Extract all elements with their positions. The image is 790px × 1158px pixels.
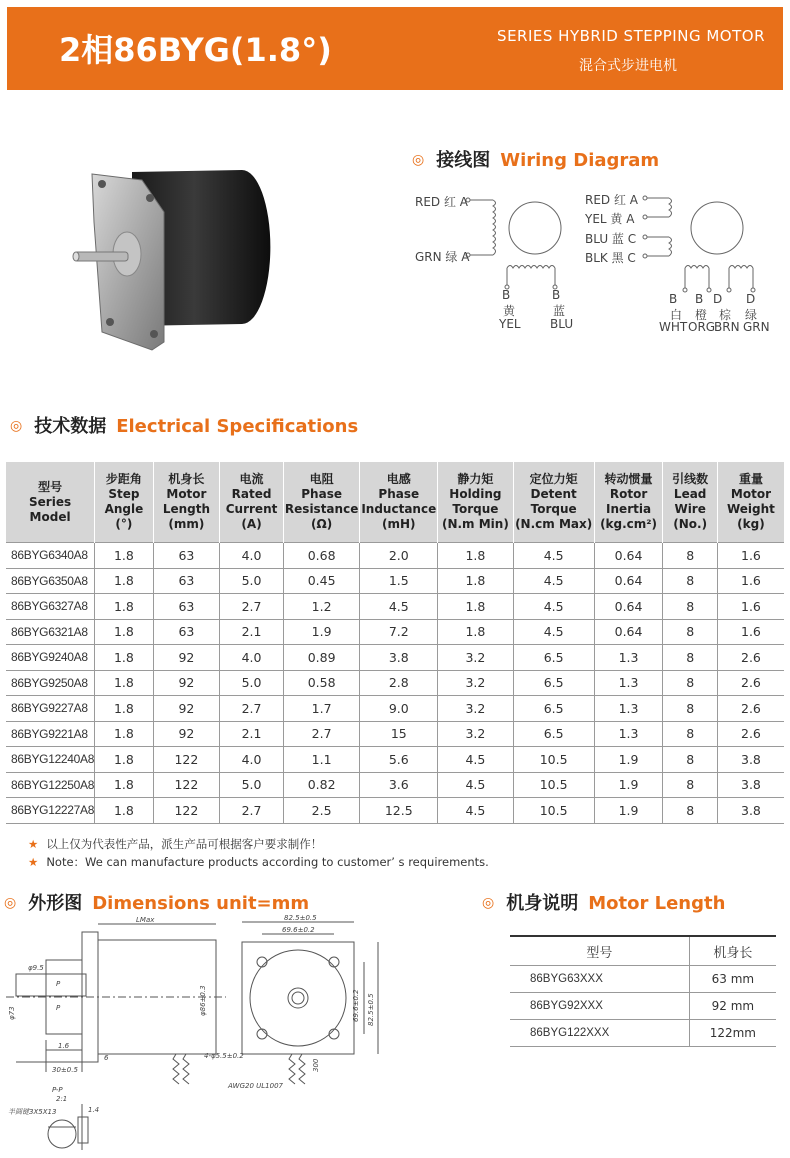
cell-model: 86BYG6321A8 — [6, 619, 95, 645]
table-cell: 4.5 — [513, 568, 594, 594]
table-cell: 2.1 — [220, 721, 284, 747]
table-cell: 1.9 — [594, 747, 663, 773]
notes — [28, 835, 489, 871]
table-row — [6, 772, 784, 798]
table-row — [6, 619, 784, 645]
table-cell: 1.3 — [594, 670, 663, 696]
table-cell: 15 — [360, 721, 438, 747]
wire-right-blu: BLU 蓝 C — [585, 232, 637, 246]
table-cell: 0.45 — [283, 568, 359, 594]
table-cell: 122 — [153, 772, 220, 798]
table-cell: 6.5 — [513, 721, 594, 747]
wire-right-b-bar: B — [695, 292, 704, 306]
table-cell: 1.3 — [594, 645, 663, 671]
table-cell: 5.0 — [220, 772, 284, 798]
dim-l6: 6 — [104, 1054, 109, 1062]
wire-right-cn-2: 棕 — [719, 308, 732, 322]
table-cell: 1.9 — [594, 772, 663, 798]
bullet-icon: ◎ — [412, 152, 425, 168]
wire-right-b: B — [669, 292, 678, 306]
col-header: 电阻 Phase Resistance (Ω) — [283, 462, 359, 543]
dim-p-bottom: P — [56, 1004, 61, 1012]
table-cell: 2.7 — [220, 798, 284, 824]
wire-red-label: RED 红 A — [415, 195, 468, 209]
wiring-title — [412, 146, 659, 172]
table-cell: 0.64 — [594, 568, 663, 594]
table-cell: 4.5 — [513, 594, 594, 620]
wire-right-en-1: ORG — [688, 320, 716, 334]
table-cell: 3.2 — [438, 670, 513, 696]
dim-d4: 82.5±0.5 — [367, 993, 375, 1026]
dim-d3: 69.6±0.2 — [352, 989, 360, 1022]
table-cell: 4.5 — [438, 772, 513, 798]
col-header: 定位力矩 Detent Torque (N.cm Max) — [513, 462, 594, 543]
series-title-en: SERIES HYBRID STEPPING MOTOR — [497, 27, 765, 45]
dim-pp: P-P — [52, 1086, 63, 1094]
wiring-title-en: Wiring Diagram — [500, 150, 660, 171]
table-cell: 2.0 — [360, 543, 438, 569]
table-cell: 3.8 — [717, 772, 784, 798]
page-title: 2相86BYG(1.8°) — [59, 31, 332, 69]
table-cell: 63 — [153, 543, 220, 569]
table-cell: 4.0 — [220, 645, 284, 671]
col-header: 步距角 Step Angle (°) — [95, 462, 154, 543]
table-cell: 3.8 — [717, 747, 784, 773]
dim-body: φ86±0.3 — [199, 985, 207, 1016]
table-cell: 6.5 — [513, 645, 594, 671]
star-icon: ★ — [28, 837, 39, 851]
cell-model: 86BYG12227A8 — [6, 798, 95, 824]
table-cell: 8 — [663, 747, 717, 773]
table-cell: 8 — [663, 619, 717, 645]
bullet-icon: ◎ — [4, 895, 17, 911]
cell-model: 86BYG63XXX — [510, 966, 689, 993]
table-row — [6, 696, 784, 722]
table-cell: 2.1 — [220, 619, 284, 645]
table-cell: 10.5 — [513, 747, 594, 773]
table-cell: 7.2 — [360, 619, 438, 645]
wire-yel-cn: 黄 — [503, 304, 516, 318]
table-cell: 2.6 — [717, 696, 784, 722]
cell-length: 92 mm — [689, 993, 776, 1020]
table-row — [6, 721, 784, 747]
motor-length-title-cn: 机身说明 — [506, 893, 579, 914]
table-cell: 9.0 — [360, 696, 438, 722]
wire-right-red: RED 红 A — [585, 193, 638, 207]
col-header: 引线数 Lead Wire (No.) — [663, 462, 717, 543]
table-cell: 0.82 — [283, 772, 359, 798]
wire-right-en-0: WHT — [659, 320, 688, 334]
wiring-title-cn: 接线图 — [436, 150, 491, 171]
wire-right-cn-0: 白 — [670, 308, 683, 322]
table-cell: 0.64 — [594, 594, 663, 620]
table-cell: 6.5 — [513, 670, 594, 696]
table-cell: 3.8 — [717, 798, 784, 824]
table-cell: 5.6 — [360, 747, 438, 773]
dim-wire: AWG20 UL1007 — [228, 1082, 283, 1090]
note-cn: ★ 以上仅为代表性产品，派生产品可根据客户要求制作！ — [28, 837, 323, 851]
table-cell: 92 — [153, 670, 220, 696]
col-header: 型号 Series Model — [6, 462, 95, 543]
motor-length-title — [482, 889, 725, 915]
table-cell: 1.9 — [594, 798, 663, 824]
table-cell: 3.2 — [438, 696, 513, 722]
table-cell: 4.0 — [220, 747, 284, 773]
table-cell: 2.6 — [717, 670, 784, 696]
table-cell: 2.8 — [360, 670, 438, 696]
table-cell: 0.58 — [283, 670, 359, 696]
dim-key: 半圆键3X5X13 — [8, 1108, 57, 1116]
table-cell: 8 — [663, 721, 717, 747]
table-cell: 2.5 — [283, 798, 359, 824]
table-cell: 92 — [153, 721, 220, 747]
table-cell: 122 — [153, 747, 220, 773]
table-cell: 4.5 — [513, 619, 594, 645]
wiring-diagram — [405, 180, 780, 340]
wire-right-d-bar: D — [746, 292, 756, 306]
table-cell: 6.5 — [513, 696, 594, 722]
cell-model: 86BYG12240A8 — [6, 747, 95, 773]
table-cell: 1.8 — [438, 543, 513, 569]
cell-model: 86BYG9250A8 — [6, 670, 95, 696]
col-header: 转动惯量 Rotor Inertia (kg.cm²) — [594, 462, 663, 543]
table-cell: 8 — [663, 645, 717, 671]
col-header: 机身长 — [689, 936, 776, 966]
dim-lmax: LMax — [136, 916, 155, 924]
cell-model: 86BYG9227A8 — [6, 696, 95, 722]
table-cell: 1.8 — [438, 568, 513, 594]
table-row — [6, 594, 784, 620]
table-row — [6, 645, 784, 671]
col-header: 电流 Rated Current (A) — [220, 462, 284, 543]
table-cell: 1.8 — [95, 568, 154, 594]
table-cell: 4.5 — [513, 543, 594, 569]
table-cell: 0.68 — [283, 543, 359, 569]
dim-d1: 82.5±0.5 — [284, 914, 317, 922]
cell-model: 86BYG122XXX — [510, 1020, 689, 1047]
bullet-icon: ◎ — [10, 418, 23, 434]
col-header: 机身长 Motor Length (mm) — [153, 462, 220, 543]
table-row — [510, 993, 776, 1020]
table-cell: 10.5 — [513, 798, 594, 824]
table-cell: 8 — [663, 670, 717, 696]
table-cell: 92 — [153, 696, 220, 722]
table-row — [6, 670, 784, 696]
table-cell: 1.6 — [717, 568, 784, 594]
cell-model: 86BYG6327A8 — [6, 594, 95, 620]
specs-table — [6, 462, 784, 824]
table-cell: 1.6 — [717, 543, 784, 569]
col-header: 静力矩 Holding Torque (N.m Min) — [438, 462, 513, 543]
wire-yel-en: YEL — [499, 317, 521, 331]
table-cell: 122 — [153, 798, 220, 824]
table-cell: 3.8 — [360, 645, 438, 671]
dim-holes: 4-φ5.5±0.2 — [204, 1052, 244, 1060]
table-cell: 2.7 — [220, 696, 284, 722]
table-cell: 63 — [153, 568, 220, 594]
table-cell: 0.64 — [594, 543, 663, 569]
table-cell: 8 — [663, 594, 717, 620]
wire-right-cn-1: 橙 — [695, 308, 708, 322]
wire-blu-en: BLU — [550, 317, 574, 331]
table-cell: 63 — [153, 619, 220, 645]
specs-header-row — [6, 462, 784, 543]
table-cell: 0.64 — [594, 619, 663, 645]
dim-boss: φ73 — [8, 1006, 16, 1020]
cell-model: 86BYG12250A8 — [6, 772, 95, 798]
table-row — [6, 747, 784, 773]
dim-ratio: 2:1 — [56, 1095, 68, 1103]
table-cell: 8 — [663, 543, 717, 569]
cell-model: 86BYG6340A8 — [6, 543, 95, 569]
wire-right-cn-3: 绿 — [745, 308, 758, 322]
table-cell: 1.8 — [95, 772, 154, 798]
col-header: 电感 Phase Inductance (mH) — [360, 462, 438, 543]
table-cell: 1.8 — [95, 594, 154, 620]
dim-lead: 300 — [312, 1058, 320, 1072]
specs-body — [6, 543, 784, 824]
table-cell: 1.9 — [283, 619, 359, 645]
wire-right-en-3: GRN — [743, 320, 770, 334]
table-cell: 8 — [663, 696, 717, 722]
table-cell: 2.6 — [717, 645, 784, 671]
specs-title-cn: 技术数据 — [34, 416, 107, 437]
table-cell: 4.5 — [360, 594, 438, 620]
table-cell: 4.0 — [220, 543, 284, 569]
dim-shaft: φ9.5 — [28, 964, 44, 972]
col-header: 重量 Motor Weight (kg) — [717, 462, 784, 543]
table-cell: 1.7 — [283, 696, 359, 722]
table-cell: 0.89 — [283, 645, 359, 671]
table-cell: 1.2 — [283, 594, 359, 620]
table-cell: 8 — [663, 568, 717, 594]
table-cell: 3.6 — [360, 772, 438, 798]
table-row — [510, 1020, 776, 1047]
header-banner — [7, 7, 783, 90]
table-cell: 1.8 — [438, 594, 513, 620]
motor-length-header-row — [510, 936, 776, 966]
table-cell: 1.8 — [95, 645, 154, 671]
table-cell: 1.8 — [95, 747, 154, 773]
table-cell: 92 — [153, 645, 220, 671]
dimensions-title-cn: 外形图 — [28, 893, 83, 914]
table-cell: 1.8 — [95, 619, 154, 645]
table-cell: 1.8 — [95, 696, 154, 722]
cell-model: 86BYG6350A8 — [6, 568, 95, 594]
table-cell: 10.5 — [513, 772, 594, 798]
table-row — [6, 543, 784, 569]
series-title-cn: 混合式步进电机 — [579, 58, 677, 74]
table-cell: 8 — [663, 772, 717, 798]
motor-length-table — [510, 935, 776, 1047]
wire-right-yel: YEL 黄 A — [585, 212, 635, 226]
table-cell: 1.1 — [283, 747, 359, 773]
motor-photo — [72, 162, 282, 352]
dim-d2: 69.6±0.2 — [282, 926, 315, 934]
dimensions-title-en: Dimensions unit=mm — [92, 893, 310, 914]
dim-l16: 1.6 — [58, 1042, 70, 1050]
wire-right-blk: BLK 黑 C — [585, 251, 636, 265]
cell-model: 86BYG9221A8 — [6, 721, 95, 747]
dim-k14: 1.4 — [88, 1106, 100, 1114]
note-en: ★ Note：We can manufacture products according to customer’ s requirements. — [28, 855, 489, 869]
table-cell: 12.5 — [360, 798, 438, 824]
wire-right-en-2: BRN — [714, 320, 740, 334]
table-cell: 1.8 — [95, 543, 154, 569]
cell-model: 86BYG9240A8 — [6, 645, 95, 671]
table-cell: 2.6 — [717, 721, 784, 747]
cell-model: 86BYG92XXX — [510, 993, 689, 1020]
dim-p-top: P — [56, 980, 61, 988]
table-cell: 1.6 — [717, 594, 784, 620]
table-cell: 63 — [153, 594, 220, 620]
table-cell: 1.5 — [360, 568, 438, 594]
table-cell: 3.2 — [438, 645, 513, 671]
star-icon: ★ — [28, 855, 39, 869]
table-cell: 3.2 — [438, 721, 513, 747]
cell-length: 122mm — [689, 1020, 776, 1047]
specs-title — [10, 412, 358, 438]
table-cell: 1.8 — [95, 721, 154, 747]
cell-length: 63 mm — [689, 966, 776, 993]
table-cell: 1.8 — [95, 798, 154, 824]
table-cell: 1.3 — [594, 696, 663, 722]
table-cell: 1.6 — [717, 619, 784, 645]
motor-length-title-en: Motor Length — [588, 893, 726, 914]
table-cell: 5.0 — [220, 568, 284, 594]
table-cell: 4.5 — [438, 747, 513, 773]
wire-b-bar-label: B — [552, 288, 561, 302]
table-row — [510, 966, 776, 993]
wire-grn-label: GRN 绿 A — [415, 250, 470, 264]
bullet-icon: ◎ — [482, 895, 495, 911]
wire-b-label: B — [502, 288, 511, 302]
table-cell: 2.7 — [283, 721, 359, 747]
table-row — [6, 568, 784, 594]
table-cell: 2.7 — [220, 594, 284, 620]
col-header: 型号 — [510, 936, 689, 966]
table-cell: 4.5 — [438, 798, 513, 824]
table-cell: 8 — [663, 798, 717, 824]
table-cell: 1.3 — [594, 721, 663, 747]
table-cell: 1.8 — [95, 670, 154, 696]
table-cell: 5.0 — [220, 670, 284, 696]
table-cell: 1.8 — [438, 619, 513, 645]
dimension-drawing — [6, 912, 476, 1152]
wire-blu-cn: 蓝 — [553, 304, 566, 318]
table-row — [6, 798, 784, 824]
wire-right-d: D — [713, 292, 723, 306]
dim-l30: 30±0.5 — [52, 1066, 78, 1074]
specs-title-en: Electrical Specifications — [116, 416, 359, 437]
